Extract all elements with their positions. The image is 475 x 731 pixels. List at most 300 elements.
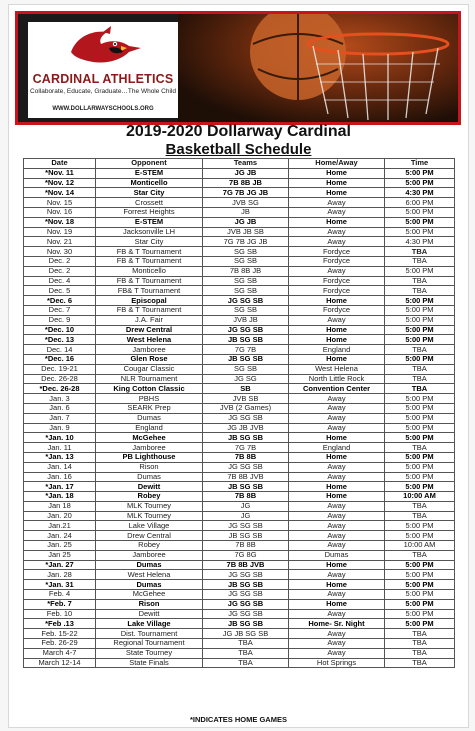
table-cell-venue: Away (289, 315, 385, 325)
table-cell-teams: 7B 8B (203, 452, 289, 462)
table-cell-teams: 7G 7B JG JB (203, 188, 289, 198)
table-cell-opponent: Monticello (96, 266, 203, 276)
table-cell-opponent: Glen Rose (96, 354, 203, 364)
table-row (24, 472, 455, 482)
table-cell-time: 5:00 PM (385, 619, 455, 629)
table-cell-opponent: State Tourney (96, 648, 203, 658)
table-cell-date: Dec. 19-21 (24, 364, 96, 374)
table-cell-date: *Dec. 6 (24, 296, 96, 306)
table-cell-teams: TBA (203, 658, 289, 668)
table-cell-time: TBA (385, 286, 455, 296)
table-cell-date: March 4-7 (24, 648, 96, 658)
table-cell-time: 5:00 PM (385, 354, 455, 364)
table-cell-time: 5:00 PM (385, 178, 455, 188)
table-cell-teams: JG (203, 511, 289, 521)
table-row (24, 207, 455, 217)
table-row (24, 178, 455, 188)
table-cell-venue: Home (289, 492, 385, 502)
table-cell-date: *Feb .13 (24, 619, 96, 629)
table-row (24, 188, 455, 198)
table-cell-time: TBA (385, 374, 455, 384)
table-cell-time: 5:00 PM (385, 305, 455, 315)
table-cell-date: Dec. 26-28 (24, 374, 96, 384)
table-cell-venue: Home (289, 168, 385, 178)
table-cell-venue: Home (289, 482, 385, 492)
table-cell-teams: JG SG (203, 374, 289, 384)
table-cell-opponent: E-STEM (96, 168, 203, 178)
table-cell-date: *Dec. 16 (24, 354, 96, 364)
cardinal-bird-icon (63, 26, 143, 68)
table-cell-teams: SG SB (203, 286, 289, 296)
table-cell-date: Jan. 14 (24, 462, 96, 472)
table-cell-opponent: Robey (96, 492, 203, 502)
table-row (24, 354, 455, 364)
table-cell-teams: 7B 8B (203, 541, 289, 551)
table-cell-date: *Nov. 11 (24, 168, 96, 178)
table-row (24, 276, 455, 286)
schedule-table (23, 158, 455, 668)
table-cell-venue: Home- Sr. Night (289, 619, 385, 629)
table-cell-teams: JG SG SB (203, 413, 289, 423)
table-row (24, 443, 455, 453)
table-cell-date: *Jan. 10 (24, 433, 96, 443)
table-cell-time: 10:00 AM (385, 492, 455, 502)
table-row (24, 629, 455, 639)
table-cell-teams: SB (203, 384, 289, 394)
table-cell-teams: JG SG SB (203, 462, 289, 472)
table-cell-teams: JG JB (203, 217, 289, 227)
table-row (24, 168, 455, 178)
table-cell-opponent: Jamboree (96, 550, 203, 560)
table-cell-opponent: Crossett (96, 198, 203, 208)
schedule-subtitle (9, 141, 468, 158)
table-cell-date: Dec. 4 (24, 276, 96, 286)
table-header-row (24, 159, 455, 169)
table-cell-venue: Away (289, 227, 385, 237)
table-cell-teams: SG SB (203, 247, 289, 257)
table-cell-venue: Away (289, 521, 385, 531)
table-cell-opponent: Star City (96, 237, 203, 247)
table-row (24, 619, 455, 629)
table-cell-venue: Home (289, 580, 385, 590)
table-cell-teams: JVB SG (203, 198, 289, 208)
table-cell-venue: Home (289, 217, 385, 227)
table-cell-venue: Fordyce (289, 276, 385, 286)
table-cell-date: Nov. 30 (24, 247, 96, 257)
table-cell-teams: SG SB (203, 256, 289, 266)
table-cell-teams: SG SB (203, 364, 289, 374)
table-cell-teams: JG SG SB (203, 325, 289, 335)
table-cell-date: Jan. 9 (24, 423, 96, 433)
table-cell-venue: Home (289, 599, 385, 609)
table-cell-teams: JG SG SB (203, 590, 289, 600)
table-row (24, 325, 455, 335)
table-cell-teams: 7B 8B JB (203, 178, 289, 188)
table-cell-teams: 7B 8B (203, 492, 289, 502)
table-cell-teams: JB (203, 207, 289, 217)
logo-title: CARDINAL ATHLETICS (32, 72, 174, 86)
table-cell-venue: Away (289, 237, 385, 247)
schedule-table-body (24, 168, 455, 668)
table-cell-opponent: Jamboree (96, 443, 203, 453)
table-cell-teams: JG SG SB (203, 609, 289, 619)
table-cell-time: TBA (385, 345, 455, 355)
table-cell-teams: JB SG SB (203, 531, 289, 541)
table-cell-time: 5:00 PM (385, 599, 455, 609)
table-cell-venue: Away (289, 648, 385, 658)
table-cell-opponent: Lake Village (96, 619, 203, 629)
table-row (24, 403, 455, 413)
table-cell-teams: JVB JB (203, 315, 289, 325)
table-cell-time: TBA (385, 658, 455, 668)
table-cell-venue: Away (289, 423, 385, 433)
table-cell-venue: Hot Springs (289, 658, 385, 668)
table-cell-teams: 7B 8B JVB (203, 472, 289, 482)
table-cell-date: *Jan. 17 (24, 482, 96, 492)
column-header: Date (24, 159, 96, 169)
table-cell-date: Dec. 7 (24, 305, 96, 315)
table-row (24, 492, 455, 502)
table-cell-opponent: NLR Tournament (96, 374, 203, 384)
table-cell-time: 4:30 PM (385, 237, 455, 247)
table-cell-date: Nov. 21 (24, 237, 96, 247)
table-cell-teams: JG JB (203, 168, 289, 178)
table-cell-date: Feb. 10 (24, 609, 96, 619)
table-cell-opponent: Dewitt (96, 609, 203, 619)
table-cell-venue: Away (289, 570, 385, 580)
table-cell-date: *Jan. 27 (24, 560, 96, 570)
table-cell-venue: Home (289, 178, 385, 188)
table-cell-opponent: FB & T Tournament (96, 256, 203, 266)
table-cell-opponent: Robey (96, 541, 203, 551)
table-cell-opponent: King Cotton Classic (96, 384, 203, 394)
table-cell-date: Dec. 2 (24, 266, 96, 276)
table-cell-time: 5:00 PM (385, 217, 455, 227)
table-row (24, 482, 455, 492)
table-cell-opponent: Episcopal (96, 296, 203, 306)
table-cell-venue: Fordyce (289, 247, 385, 257)
table-cell-venue: Convention Center (289, 384, 385, 394)
table-cell-opponent: Star City (96, 188, 203, 198)
document-page (8, 4, 469, 728)
table-cell-time: TBA (385, 629, 455, 639)
table-cell-teams: JB SG SB (203, 580, 289, 590)
table-row (24, 541, 455, 551)
table-cell-time: 5:00 PM (385, 296, 455, 306)
table-row (24, 198, 455, 208)
table-cell-date: Jan. 6 (24, 403, 96, 413)
table-cell-opponent: FB & T Tournament (96, 305, 203, 315)
table-cell-date: Dec. 2 (24, 256, 96, 266)
table-cell-venue: Home (289, 452, 385, 462)
table-cell-teams: SG SB (203, 276, 289, 286)
table-row (24, 266, 455, 276)
table-cell-venue: Fordyce (289, 286, 385, 296)
schedule-title: 2019-2020 Dollarway Cardinal (125, 123, 351, 140)
table-cell-date: *Nov. 14 (24, 188, 96, 198)
table-row (24, 433, 455, 443)
table-cell-date: *Jan. 31 (24, 580, 96, 590)
table-cell-time: TBA (385, 384, 455, 394)
table-cell-opponent: SEARK Prep (96, 403, 203, 413)
table-cell-opponent: FB & T Tournament (96, 247, 203, 257)
table-cell-time: 5:00 PM (385, 325, 455, 335)
table-row (24, 550, 455, 560)
table-cell-opponent: MLK Tourney (96, 511, 203, 521)
table-cell-venue: Home (289, 188, 385, 198)
table-cell-time: TBA (385, 256, 455, 266)
table-row (24, 384, 455, 394)
table-row (24, 599, 455, 609)
table-cell-venue: Away (289, 472, 385, 482)
table-row (24, 580, 455, 590)
table-cell-time: TBA (385, 247, 455, 257)
table-row (24, 315, 455, 325)
table-cell-date: *Dec. 10 (24, 325, 96, 335)
table-cell-time: 5:00 PM (385, 335, 455, 345)
table-row (24, 452, 455, 462)
table-cell-opponent: Monticello (96, 178, 203, 188)
table-row (24, 560, 455, 570)
table-cell-teams: JVB SB (203, 394, 289, 404)
table-row (24, 305, 455, 315)
table-cell-teams: JB SG SB (203, 619, 289, 629)
table-cell-date: Feb. 4 (24, 590, 96, 600)
table-row (24, 296, 455, 306)
schedule-subtitle-text: Basketball Schedule (165, 141, 312, 158)
home-games-note: *INDICATES HOME GAMES (190, 715, 287, 724)
table-cell-opponent: Drew Central (96, 531, 203, 541)
table-cell-date: Nov. 19 (24, 227, 96, 237)
table-cell-opponent: Dumas (96, 413, 203, 423)
column-header: Home/Away (289, 159, 385, 169)
table-cell-time: 5:00 PM (385, 433, 455, 443)
table-cell-date: Jan. 24 (24, 531, 96, 541)
table-cell-time: 6:00 PM (385, 198, 455, 208)
table-cell-time: 5:00 PM (385, 168, 455, 178)
table-row (24, 639, 455, 649)
table-row (24, 237, 455, 247)
table-cell-venue: North Little Rock (289, 374, 385, 384)
table-cell-time: TBA (385, 501, 455, 511)
table-cell-opponent: McGehee (96, 590, 203, 600)
table-row (24, 511, 455, 521)
table-row (24, 462, 455, 472)
table-cell-venue: Home (289, 354, 385, 364)
table-cell-date: *Nov. 12 (24, 178, 96, 188)
table-cell-opponent: Forrest Heights (96, 207, 203, 217)
table-cell-venue: Away (289, 403, 385, 413)
table-cell-teams: JG SG SB (203, 599, 289, 609)
table-cell-venue: Away (289, 590, 385, 600)
table-cell-teams: 7G 7B (203, 443, 289, 453)
table-row (24, 364, 455, 374)
table-cell-teams: 7B 8B JVB (203, 560, 289, 570)
table-row (24, 521, 455, 531)
table-cell-venue: West Helena (289, 364, 385, 374)
table-cell-time: 5:00 PM (385, 227, 455, 237)
basketball-net-icon (178, 14, 458, 122)
logo-url: WWW.DOLLARWAYSCHOOLS.ORG (52, 106, 154, 112)
table-cell-time: 5:00 PM (385, 403, 455, 413)
column-header: Time (385, 159, 455, 169)
table-cell-opponent: Lake Village (96, 521, 203, 531)
table-cell-date: *Feb. 7 (24, 599, 96, 609)
table-cell-time: 5:00 PM (385, 531, 455, 541)
table-cell-date: Jan.21 (24, 521, 96, 531)
table-cell-date: March 12-14 (24, 658, 96, 668)
table-cell-opponent: West Helena (96, 335, 203, 345)
table-cell-venue: Away (289, 462, 385, 472)
table-cell-teams: JB SG SB (203, 335, 289, 345)
table-cell-time: TBA (385, 443, 455, 453)
table-cell-teams: JVB (2 Games) (203, 403, 289, 413)
table-row (24, 570, 455, 580)
table-cell-opponent: PB Lighthouse (96, 452, 203, 462)
table-row (24, 247, 455, 257)
table-cell-opponent: Dumas (96, 560, 203, 570)
header-banner (15, 11, 461, 125)
table-cell-venue: Away (289, 639, 385, 649)
table-cell-venue: Home (289, 560, 385, 570)
table-cell-time: 5:00 PM (385, 580, 455, 590)
table-cell-date: Dec. 9 (24, 315, 96, 325)
table-cell-time: 5:00 PM (385, 590, 455, 600)
table-cell-time: TBA (385, 550, 455, 560)
table-row (24, 217, 455, 227)
table-row (24, 413, 455, 423)
table-cell-time: 4:30 PM (385, 188, 455, 198)
table-cell-time: 5:00 PM (385, 609, 455, 619)
table-cell-date: Jan. 16 (24, 472, 96, 482)
table-row (24, 658, 455, 668)
table-cell-opponent: FB & T Tournament (96, 276, 203, 286)
table-cell-venue: Away (289, 413, 385, 423)
table-cell-time: TBA (385, 648, 455, 658)
table-cell-teams: TBA (203, 639, 289, 649)
table-cell-venue: Away (289, 511, 385, 521)
table-cell-time: 10:00 AM (385, 541, 455, 551)
table-cell-date: *Jan. 13 (24, 452, 96, 462)
table-cell-date: Dec. 5 (24, 286, 96, 296)
table-cell-date: Feb. 26-29 (24, 639, 96, 649)
table-cell-teams: JG JB JVB (203, 423, 289, 433)
table-cell-opponent: Rison (96, 599, 203, 609)
cardinal-athletics-logo (28, 22, 178, 118)
table-cell-date: Dec. 14 (24, 345, 96, 355)
table-cell-teams: TBA (203, 648, 289, 658)
table-cell-opponent: E-STEM (96, 217, 203, 227)
basketball-hoop-image (178, 14, 458, 122)
table-cell-venue: Away (289, 266, 385, 276)
column-header: Teams (203, 159, 289, 169)
table-cell-teams: 7G 7B (203, 345, 289, 355)
table-cell-opponent: J.A. Fair (96, 315, 203, 325)
table-cell-date: Jan. 3 (24, 394, 96, 404)
table-cell-venue: Fordyce (289, 305, 385, 315)
table-cell-date: *Dec. 13 (24, 335, 96, 345)
table-cell-venue: Away (289, 501, 385, 511)
table-cell-teams: JVB JB SB (203, 227, 289, 237)
table-cell-opponent: West Helena (96, 570, 203, 580)
table-row (24, 590, 455, 600)
table-cell-date: Jan. 25 (24, 541, 96, 551)
logo-tagline: Collaborate, Educate, Graduate…The Whole Child (30, 88, 176, 95)
table-cell-time: 5:00 PM (385, 521, 455, 531)
table-cell-venue: Away (289, 198, 385, 208)
table-cell-opponent: Jamboree (96, 345, 203, 355)
table-cell-date: Nov. 16 (24, 207, 96, 217)
table-row (24, 609, 455, 619)
table-cell-time: TBA (385, 639, 455, 649)
table-cell-date: Jan. 28 (24, 570, 96, 580)
table-cell-opponent: Rison (96, 462, 203, 472)
table-cell-opponent: State Finals (96, 658, 203, 668)
table-cell-opponent: McGehee (96, 433, 203, 443)
table-cell-time: 5:00 PM (385, 266, 455, 276)
table-row (24, 531, 455, 541)
table-cell-opponent: England (96, 423, 203, 433)
table-cell-time: TBA (385, 276, 455, 286)
table-row (24, 286, 455, 296)
table-cell-venue: England (289, 443, 385, 453)
table-cell-venue: Away (289, 629, 385, 639)
table-cell-time: 5:00 PM (385, 482, 455, 492)
table-cell-venue: Away (289, 541, 385, 551)
table-cell-venue: Away (289, 531, 385, 541)
table-cell-date: Nov. 15 (24, 198, 96, 208)
table-cell-date: *Jan. 18 (24, 492, 96, 502)
table-cell-teams: 7G 7B JG JB (203, 237, 289, 247)
table-cell-venue: Home (289, 433, 385, 443)
table-cell-opponent: Jacksonville LH (96, 227, 203, 237)
table-cell-venue: Away (289, 207, 385, 217)
table-row (24, 423, 455, 433)
table-cell-time: TBA (385, 511, 455, 521)
table-cell-time: 5:00 PM (385, 472, 455, 482)
table-cell-time: TBA (385, 364, 455, 374)
table-cell-venue: Home (289, 335, 385, 345)
table-cell-time: 5:00 PM (385, 560, 455, 570)
table-cell-opponent: Dist. Tournament (96, 629, 203, 639)
table-cell-teams: 7G 8G (203, 550, 289, 560)
table-cell-time: 5:00 PM (385, 452, 455, 462)
table-row (24, 227, 455, 237)
table-cell-teams: JG SG SB (203, 521, 289, 531)
table-row (24, 345, 455, 355)
table-cell-teams: 7B 8B JB (203, 266, 289, 276)
table-cell-time: 5:00 PM (385, 394, 455, 404)
table-cell-opponent: Regional Tournament (96, 639, 203, 649)
table-cell-date: Jan 18 (24, 501, 96, 511)
table-cell-teams: JB SG SB (203, 482, 289, 492)
table-cell-opponent: PBHS (96, 394, 203, 404)
table-cell-opponent: Dewitt (96, 482, 203, 492)
column-header: Opponent (96, 159, 203, 169)
table-row (24, 648, 455, 658)
table-cell-date: Jan. 7 (24, 413, 96, 423)
table-cell-time: 5:00 PM (385, 207, 455, 217)
table-cell-teams: JB SG SB (203, 433, 289, 443)
table-cell-venue: Home (289, 296, 385, 306)
table-cell-teams: JG JB SG SB (203, 629, 289, 639)
table-cell-venue: Away (289, 609, 385, 619)
table-cell-date: *Dec. 26-28 (24, 384, 96, 394)
table-row (24, 501, 455, 511)
table-cell-opponent: Drew Central (96, 325, 203, 335)
table-cell-time: 5:00 PM (385, 315, 455, 325)
table-row (24, 394, 455, 404)
